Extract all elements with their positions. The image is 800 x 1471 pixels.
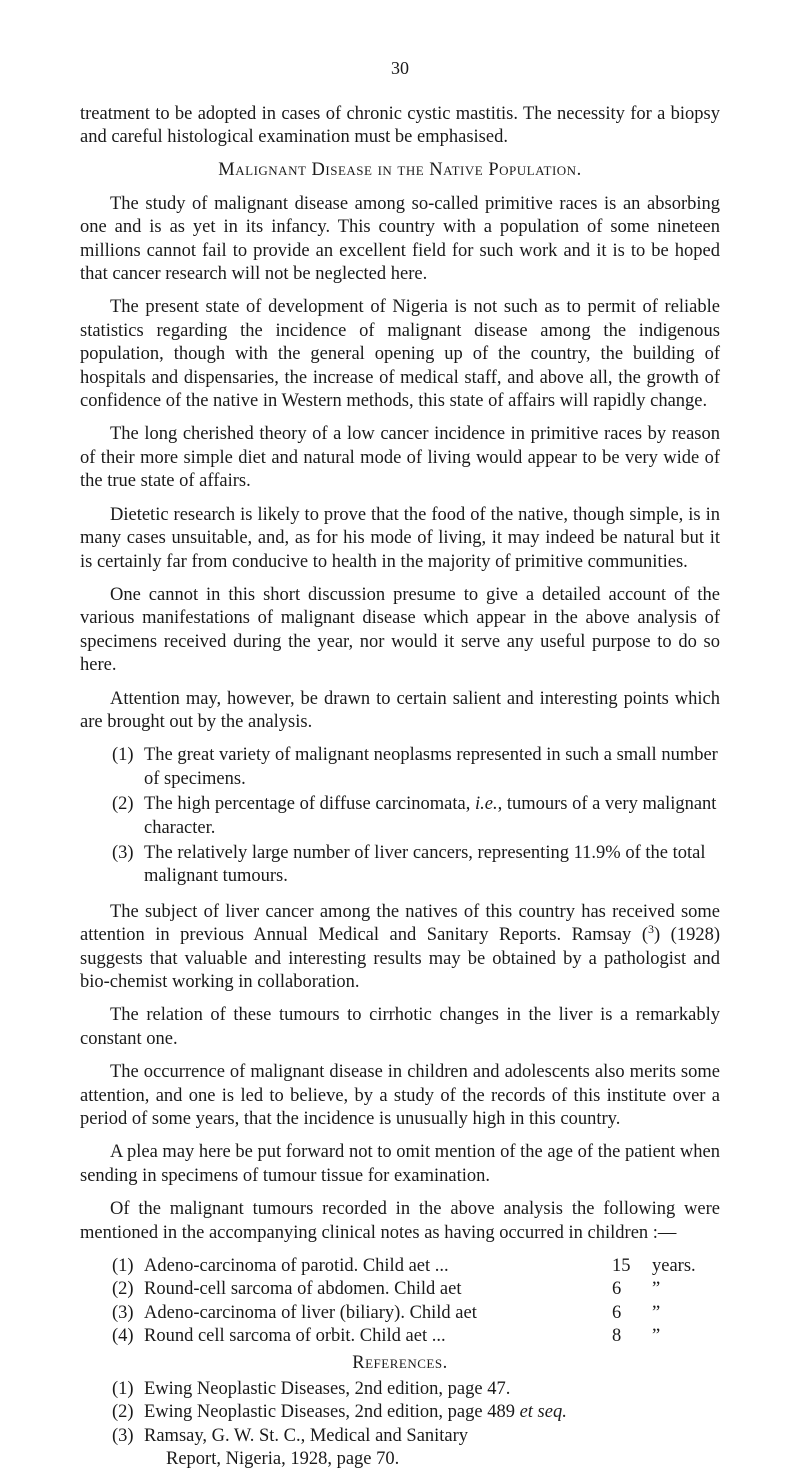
case-number: (1) xyxy=(112,1256,134,1277)
reference-row xyxy=(80,1401,720,1424)
case-text: Round-cell sarcoma of abdomen. Child aet xyxy=(144,1279,462,1300)
paragraph-3: The long cherished theory of a low cancer incidence in primitive races by reason of their more simple diet and natural mode of living would appear to be very wide of the true state of affairs. xyxy=(80,424,720,492)
paragraph-10: A plea may here be put forward not to omit mention of the age of the patient when sending in specimens of tumour tissue for examination. xyxy=(80,1142,720,1186)
list-item-number: (3) xyxy=(112,842,134,863)
list-item-number: (2) xyxy=(112,794,134,815)
paragraph-4: Dietetic research is likely to prove that the food of the native, though simple, is in many cases unsuitable, and, as for his mode of living, it may indeed be natural but it is certainly far from conducive to health in the majority of primitive communities. xyxy=(80,504,720,572)
list-item-number: (1) xyxy=(112,745,134,766)
paragraph-11: Of the malignant tumours recorded in the above analysis the following were mentioned in the accompanying clinical notes as having occurred in children :— xyxy=(80,1199,720,1243)
case-number: (3) xyxy=(112,1302,134,1323)
references-list xyxy=(80,1378,720,1471)
paragraph-7 xyxy=(80,901,720,995)
reference-number: (1) xyxy=(112,1378,134,1399)
paragraph-8: The relation of these tumours to cirrhotic changes in the liver is a remarkably constant one. xyxy=(80,1005,720,1049)
case-row xyxy=(80,1302,720,1325)
children-cases-list xyxy=(80,1255,720,1349)
case-text: Round cell sarcoma of orbit. Child aet ... xyxy=(144,1326,446,1347)
case-age: 8 xyxy=(612,1326,622,1347)
reference-number: (3) xyxy=(112,1425,134,1446)
salient-points-list xyxy=(80,744,720,888)
paragraph-9: The occurrence of malignant disease in children and adolescents also merits some attention, and one is led to believe, by a study of the records of this institute over a period of some years, that the incidence is unusually high in this country. xyxy=(80,1062,720,1130)
reference-text: Ewing Neoplastic Diseases, 2nd edition, page 489 xyxy=(144,1402,520,1423)
paragraph-7-text: ) (1928) suggests that valuable and interesting results may be obtained by a pathologist and bio-chemist working in collaboration. xyxy=(80,925,720,992)
paragraph-7-text: The subject of liver cancer among the natives of this country has received some attention in previous Annual Medical and Sanitary Reports. Ramsay ( xyxy=(80,901,720,946)
reference-number: (2) xyxy=(112,1402,134,1423)
case-unit: ” xyxy=(652,1326,661,1347)
reference-continuation: Report, Nigeria, 1928, page 70. xyxy=(166,1448,400,1469)
list-item-emphasis: i.e. xyxy=(474,794,498,815)
case-number: (2) xyxy=(112,1279,134,1300)
reference-emphasis: et seq. xyxy=(519,1402,567,1423)
case-row xyxy=(80,1255,720,1278)
case-unit: ” xyxy=(652,1302,661,1323)
reference-row xyxy=(80,1425,720,1448)
list-item-text: , tumours of a very malignant character. xyxy=(144,794,717,838)
references-heading: References. xyxy=(352,1352,448,1373)
list-item-text: The relatively large number of liver cancers, representing 11.9% of the total malignant tumours. xyxy=(144,842,706,887)
case-text: Adeno-carcinoma of liver (biliary). Child aet xyxy=(144,1302,477,1323)
paragraph-6: Attention may, however, be drawn to certain salient and interesting points which are brought out by the analysis. xyxy=(80,688,720,732)
section-heading: Malignant Disease in the Native Population. xyxy=(218,159,582,180)
case-number: (4) xyxy=(112,1326,134,1347)
case-row xyxy=(80,1278,720,1301)
case-unit: years. xyxy=(652,1256,696,1277)
case-age: 15 xyxy=(612,1256,631,1277)
list-item xyxy=(80,793,720,840)
case-age: 6 xyxy=(612,1279,622,1300)
paragraph-5: One cannot in this short discussion presume to give a detailed account of the various manifestations of malignant disease which appear in the above analysis of specimens received during the year, nor would it serve any useful purpose to do so here. xyxy=(80,584,720,676)
paragraph-1: The study of malignant disease among so-called primitive races is an absorbing one and is as yet in its infancy. This country with a population of some nineteen millions cannot fail to provide an excellent field for such work and it is to be hoped that cancer research will not be neglected here. xyxy=(80,193,720,285)
list-item xyxy=(80,842,720,889)
page-number: 30 xyxy=(391,58,409,78)
case-text: Adeno-carcinoma of parotid. Child aet ... xyxy=(144,1256,449,1277)
citation-superscript: 3 xyxy=(647,922,654,937)
intro-paragraph: treatment to be adopted in cases of chronic cystic mastitis. The necessity for a biopsy and careful histological examination must be emphasised. xyxy=(80,104,720,148)
case-unit: ” xyxy=(652,1279,661,1300)
list-item-text: The great variety of malignant neoplasms represented in such a small number of specimens. xyxy=(144,745,718,789)
list-item-text: The high percentage of diffuse carcinomata, xyxy=(144,794,475,815)
reference-row xyxy=(80,1378,720,1401)
reference-text: Ewing Neoplastic Diseases, 2nd edition, page 47. xyxy=(144,1378,511,1399)
reference-text: Ramsay, G. W. St. C., Medical and Sanitary xyxy=(144,1425,469,1446)
paragraph-2: The present state of development of Nigeria is not such as to permit of reliable statistics regarding the incidence of malignant disease among the indigenous population, though with the general opening up of the country, the building of hospitals and dispensaries, the increase of medical staff, and above all, the growth of confidence of the native in Western methods, this state of affairs will rapidly change. xyxy=(80,297,720,412)
case-age: 6 xyxy=(612,1302,622,1323)
list-item xyxy=(80,744,720,791)
case-row xyxy=(80,1325,720,1348)
